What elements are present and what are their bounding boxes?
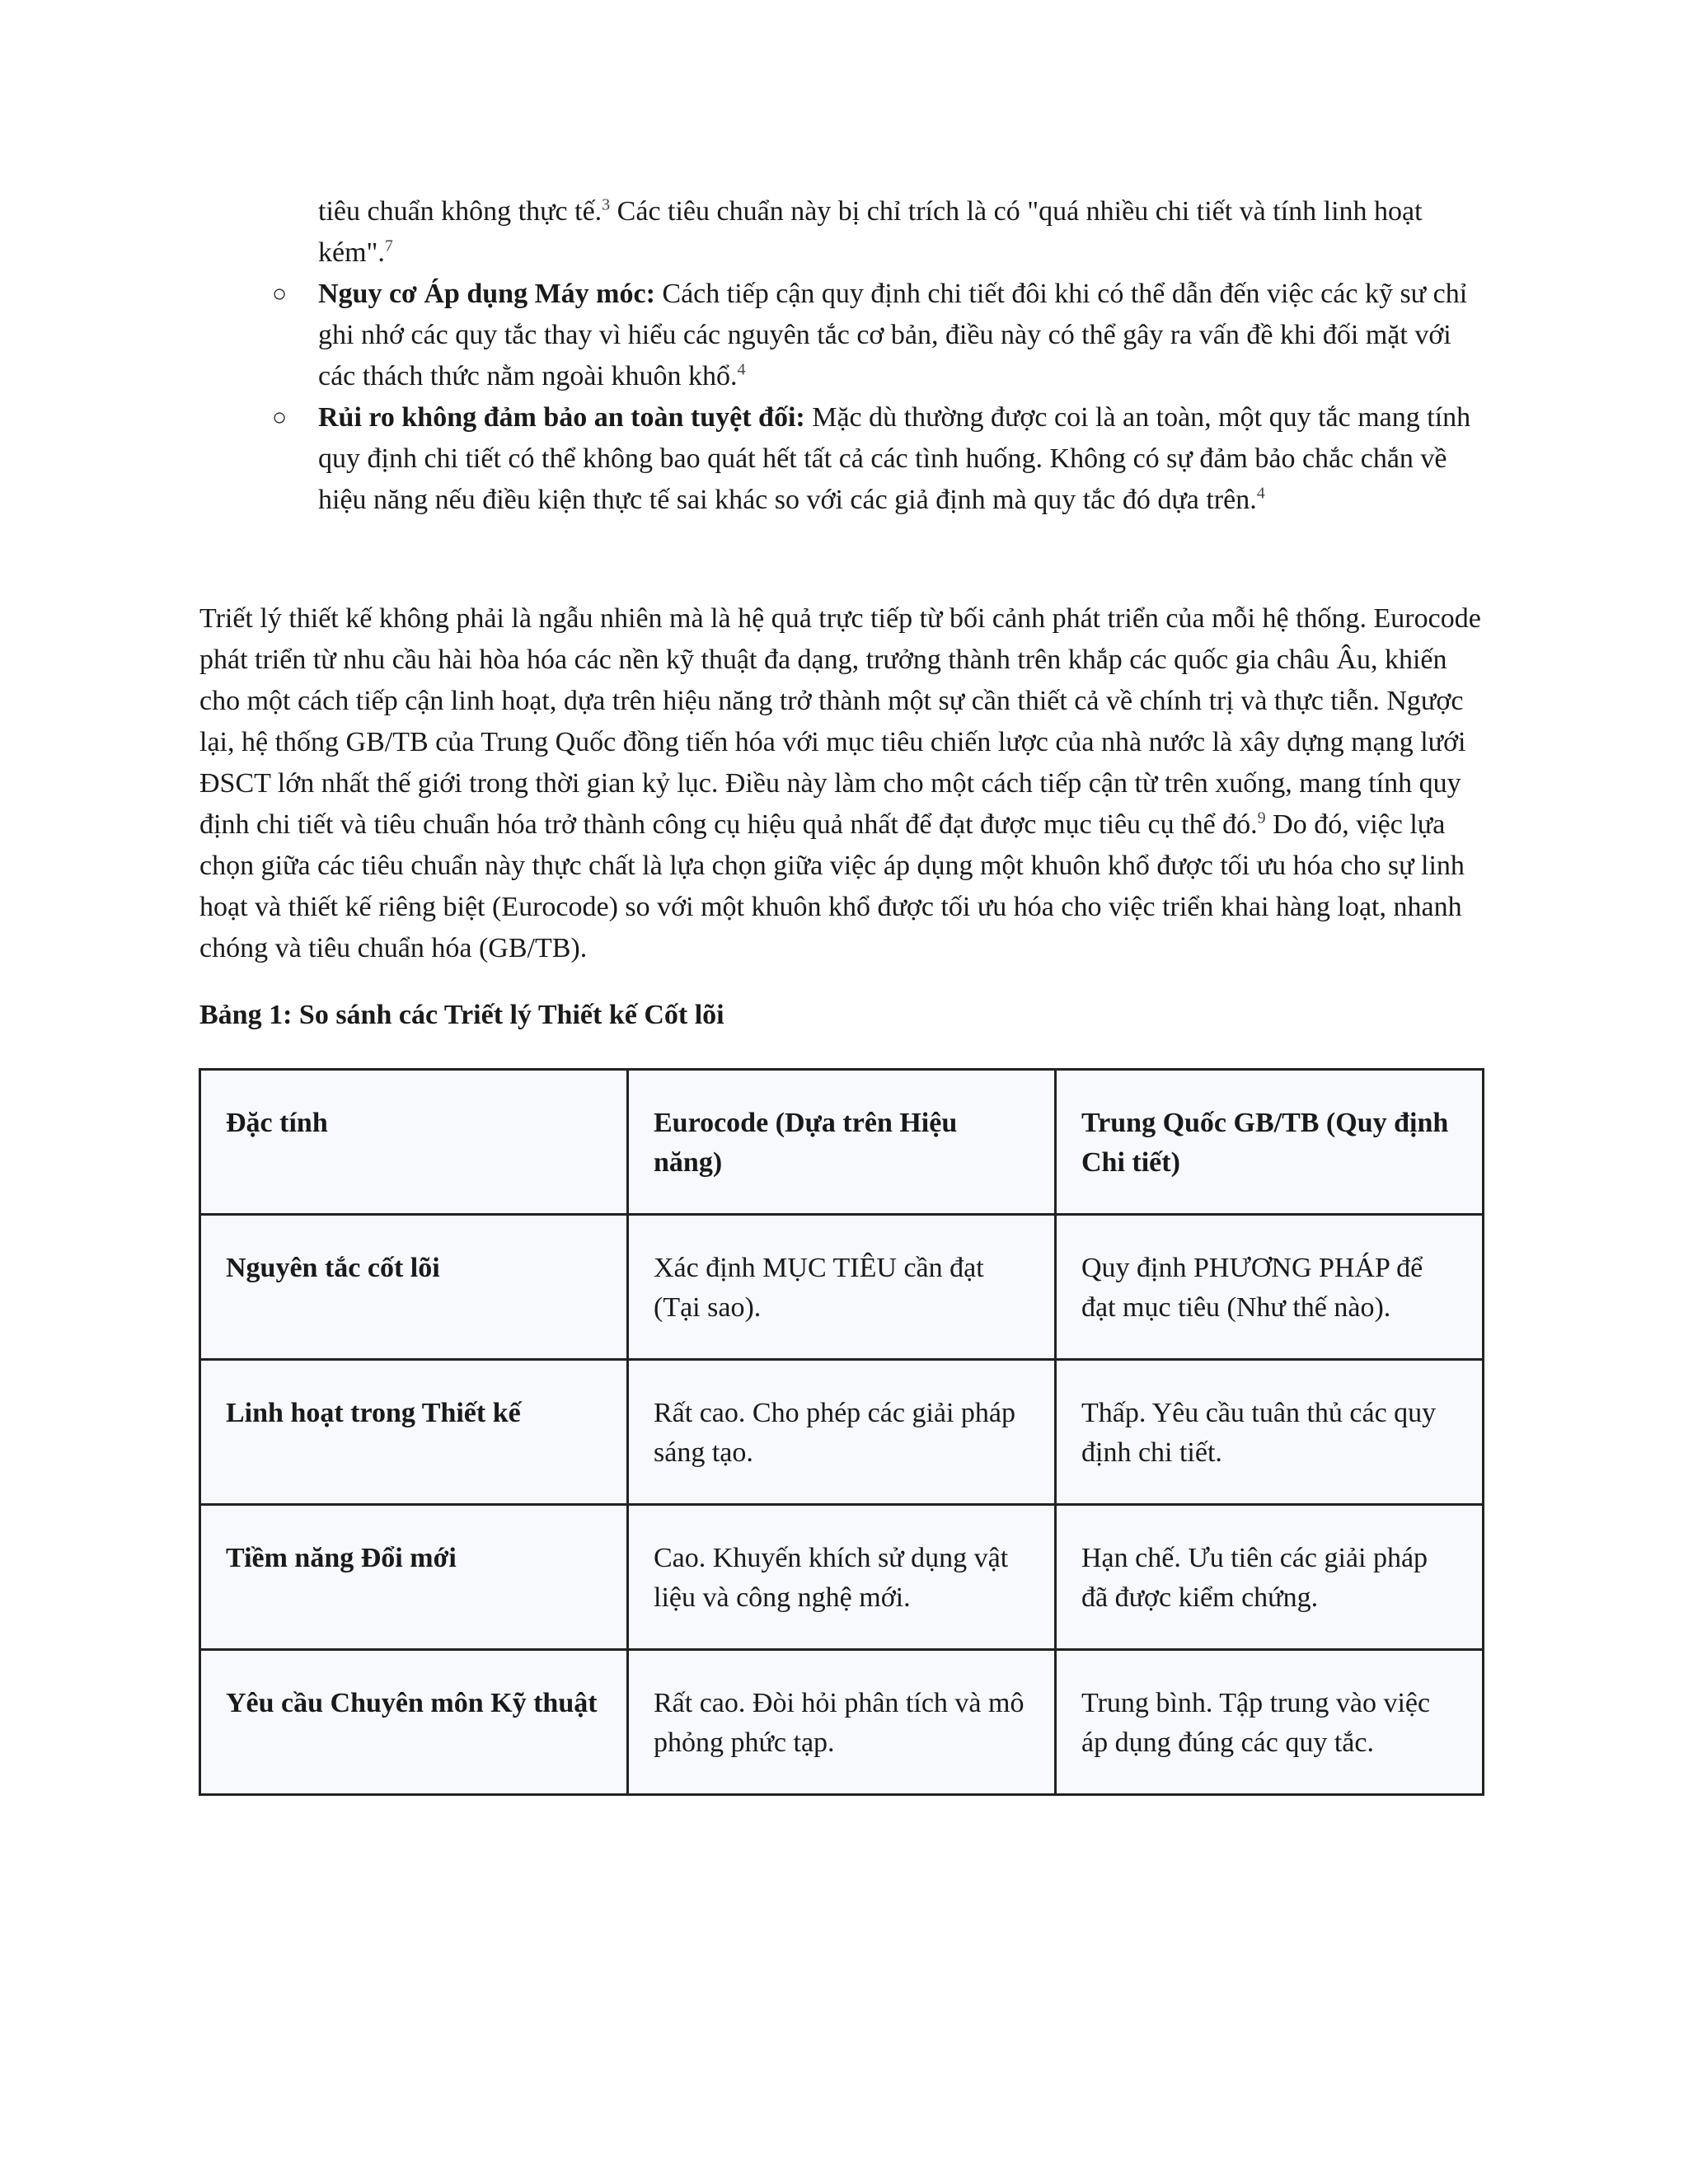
footnote-ref[interactable]: 4 xyxy=(1256,484,1265,503)
table-cell: Rất cao. Cho phép các giải pháp sáng tạo. xyxy=(628,1360,1056,1505)
table-cell: Cao. Khuyến khích sử dụng vật liệu và công nghệ mới. xyxy=(628,1505,1056,1650)
footnote-ref[interactable]: 3 xyxy=(602,195,611,214)
table-cell: Quy định PHƯƠNG PHÁP để đạt mục tiêu (Như thế nào). xyxy=(1056,1215,1484,1360)
table-cell: Rất cao. Đòi hỏi phân tích và mô phỏng phức tạp. xyxy=(628,1650,1056,1795)
table-cell: Thấp. Yêu cầu tuân thủ các quy định chi tiết. xyxy=(1056,1360,1484,1505)
table-header-row xyxy=(200,1070,1484,1215)
bullet-text: Cách tiếp cận quy định chi tiết đôi khi có thể dẫn đến việc các kỹ sư chỉ ghi nhớ các quy tắc thay vì hiểu các nguyên tắc cơ bản, điều này có thể gây ra vấn đề khi đối mặt với các thách thức nằm ngoài khuôn khổ. xyxy=(318,279,1468,391)
table-header-cell: Eurocode (Dựa trên Hiệu năng) xyxy=(628,1070,1056,1215)
footnote-ref[interactable]: 4 xyxy=(737,360,746,379)
bullet-text: Mặc dù thường được coi là an toàn, một quy tắc mang tính quy định chi tiết có thể không bao quát hết tất cả các tình huống. Không có sự đảm bảo chắc chắn về hiệu năng nếu điều kiện thực tế sai khác so với các giả định mà quy tắc đó dựa trên. xyxy=(318,402,1471,515)
table-row-label: Yêu cầu Chuyên môn Kỹ thuật xyxy=(200,1650,628,1795)
table-cell: Hạn chế. Ưu tiên các giải pháp đã được kiểm chứng. xyxy=(1056,1505,1484,1650)
footnote-ref[interactable]: 7 xyxy=(384,237,393,255)
bullet-list xyxy=(272,191,1492,521)
table-row xyxy=(200,1215,1484,1360)
bullet-text: Các tiêu chuẩn này bị chỉ trích là có "quá nhiều chi tiết và tính linh hoạt kém". xyxy=(318,196,1423,268)
bullet-continuation xyxy=(272,191,1492,274)
table-row-label: Tiềm năng Đổi mới xyxy=(200,1505,628,1650)
bullet-item xyxy=(272,274,1492,397)
table-cell: Xác định MỤC TIÊU cần đạt (Tại sao). xyxy=(628,1215,1056,1360)
body-paragraph xyxy=(199,598,1490,969)
hollow-circle-bullet-icon: ○ xyxy=(272,280,288,307)
bullet-heading: Nguy cơ Áp dụng Máy móc: xyxy=(318,279,655,309)
table-row-label: Linh hoạt trong Thiết kế xyxy=(200,1360,628,1505)
table-row xyxy=(200,1360,1484,1505)
table-header-cell: Đặc tính xyxy=(200,1070,628,1215)
paragraph-text: Triết lý thiết kế không phải là ngẫu nhiên mà là hệ quả trực tiếp từ bối cảnh phát triển của mỗi hệ thống. Eurocode phát triển từ nhu cầu hài hòa hóa các nền kỹ thuật đa dạng, trưởng thành trên khắp các quốc gia châu Âu, khiến cho một cách tiếp cận linh hoạt, dựa trên hiệu năng trở thành một sự cần thiết cả về chính trị và thực tiễn. Ngược lại, hệ thống GB/TB của Trung Quốc đồng tiến hóa với mục tiêu chiến lược của nhà nước là xây dựng mạng lưới ĐSCT lớn nhất thế giới trong thời gian kỷ lục. Điều này làm cho một cách tiếp cận từ trên xuống, mang tính quy định chi tiết và tiêu chuẩn hóa trở thành công cụ hiệu quả nhất để đạt được mục tiêu cụ thể đó. xyxy=(199,603,1481,840)
hollow-circle-bullet-icon: ○ xyxy=(272,404,288,431)
table-caption: Bảng 1: So sánh các Triết lý Thiết kế Cốt lõi xyxy=(199,1000,724,1030)
comparison-table xyxy=(199,1068,1484,1796)
footnote-ref[interactable]: 9 xyxy=(1257,808,1266,827)
table-row-label: Nguyên tắc cốt lõi xyxy=(200,1215,628,1360)
bullet-item xyxy=(272,397,1492,521)
table-row xyxy=(200,1650,1484,1795)
paragraph-text: Do đó, việc lựa chọn giữa các tiêu chuẩn này thực chất là lựa chọn giữa việc áp dụng một khuôn khổ được tối ưu hóa cho sự linh hoạt và thiết kế riêng biệt (Eurocode) so với một khuôn khổ được tối ưu hóa cho việc triển khai hàng loạt, nhanh chóng và tiêu chuẩn hóa (GB/TB). xyxy=(199,809,1465,963)
table-row xyxy=(200,1505,1484,1650)
table-cell: Trung bình. Tập trung vào việc áp dụng đúng các quy tắc. xyxy=(1056,1650,1484,1795)
bullet-text: tiêu chuẩn không thực tế. xyxy=(318,196,603,227)
table-header-cell: Trung Quốc GB/TB (Quy định Chi tiết) xyxy=(1056,1070,1484,1215)
bullet-heading: Rủi ro không đảm bảo an toàn tuyệt đối: xyxy=(318,402,805,433)
